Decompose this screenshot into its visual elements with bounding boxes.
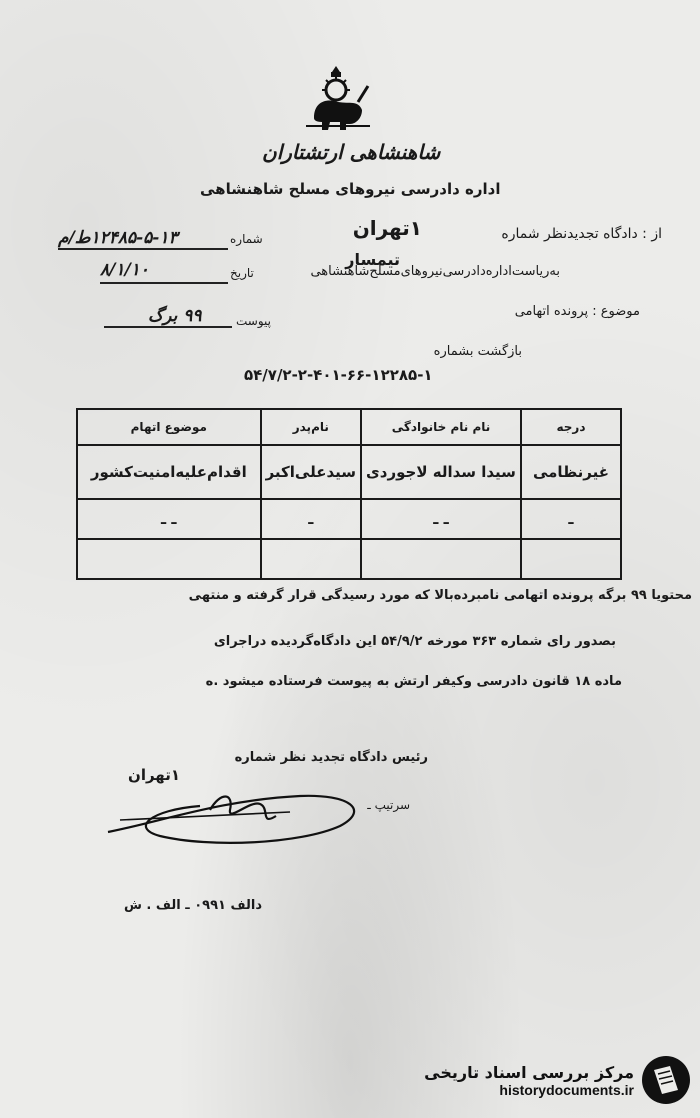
- subject-line: موضوع : پرونده اتهامی: [514, 304, 640, 319]
- date-underline: [100, 282, 228, 284]
- body-line-1: محتویا ۹۹ برگه پرونده اتهامی نامبرده‌بالا که مورد رسیدگی قرار گرفته و منتهی: [188, 588, 692, 603]
- cell-charge: اقدام‌علیه‌امنیت‌کشور: [77, 445, 261, 499]
- header-name: نام نام خانوادگی: [361, 409, 521, 445]
- date-label: تاریخ: [230, 266, 254, 280]
- cell-name: ـ ـ: [361, 499, 521, 539]
- footer-reference: دالف ۰۹۹۱ ـ الف . ش: [123, 898, 262, 913]
- organization-title: شاهنشاهی ارتشتاران: [262, 140, 441, 164]
- return-value: ۵۴/۷/۲-۲-۴۰۱-۶۶-۱۲۲۸۵-۱: [244, 366, 433, 384]
- cell-name: [361, 539, 521, 579]
- table-row: [77, 539, 621, 579]
- cell-father-name: [261, 539, 361, 579]
- from-city: ۱تهران: [352, 216, 422, 240]
- from-line: از : دادگاه تجدیدنظر شماره: [501, 226, 662, 242]
- watermark: [424, 1054, 692, 1106]
- header-charge: موضوع اتهام: [77, 409, 261, 445]
- number-value: ۱۲۴۸۵-۵-۱۳ط/م: [58, 228, 178, 248]
- watermark-url: historydocuments.ir: [499, 1081, 634, 1098]
- cell-charge: [77, 539, 261, 579]
- department-title: اداره دادرسی نیروهای مسلح شاهنشاهی: [200, 180, 501, 198]
- cell-charge: ـ ـ: [77, 499, 261, 539]
- cell-rank: [521, 539, 621, 579]
- signature-title: رئیس دادگاه تجدید نظر شماره: [234, 750, 428, 765]
- signature-city: ۱تهران: [128, 766, 180, 784]
- number-label: شماره: [230, 232, 263, 246]
- attachment-underline: [104, 326, 232, 328]
- table-row: [77, 499, 621, 539]
- cell-rank: ـ: [521, 499, 621, 539]
- archive-logo-icon: [640, 1054, 692, 1106]
- handwritten-signature-icon: [100, 770, 380, 850]
- watermark-title: مرکز بررسی اسناد تاریخی: [424, 1062, 634, 1082]
- cell-name: سیدا سداله لاجوردی: [361, 445, 521, 499]
- attachment-value: ۹۹ برگ: [148, 306, 202, 326]
- accused-table: [76, 408, 622, 580]
- cell-rank: غیرنظامی: [521, 445, 621, 499]
- header-father-name: نام‌پدر: [261, 409, 361, 445]
- body-line-3: ماده ۱۸ قانون دادرسی وکیفر ارتش به پیوست فرستاده میشود .ه: [205, 674, 622, 689]
- date-value: ۸/۱/۱۰: [100, 260, 149, 280]
- urgent-mark: تیمسار: [345, 250, 400, 269]
- cell-father-name: ـ: [261, 499, 361, 539]
- lion-and-sun-emblem-icon: [300, 62, 375, 134]
- signatory-name: سرتیپ ـ: [367, 798, 410, 812]
- header-rank: درجه: [521, 409, 621, 445]
- cell-father-name: سیدعلی‌اکبر: [261, 445, 361, 499]
- to-line: به‌ریاست‌اداره‌دادرسی‌نیروهای‌مسلح‌شاهنشاهی: [310, 264, 560, 279]
- body-line-2: بصدور رای شماره ۳۶۳ مورخه ۵۴/۹/۲ این دادگاه‌گردیده دراجرای: [213, 634, 616, 649]
- return-label: بازگشت بشماره: [433, 344, 522, 359]
- number-underline: [58, 248, 228, 250]
- table-row: [77, 445, 621, 499]
- attachment-label: پیوست: [236, 314, 271, 328]
